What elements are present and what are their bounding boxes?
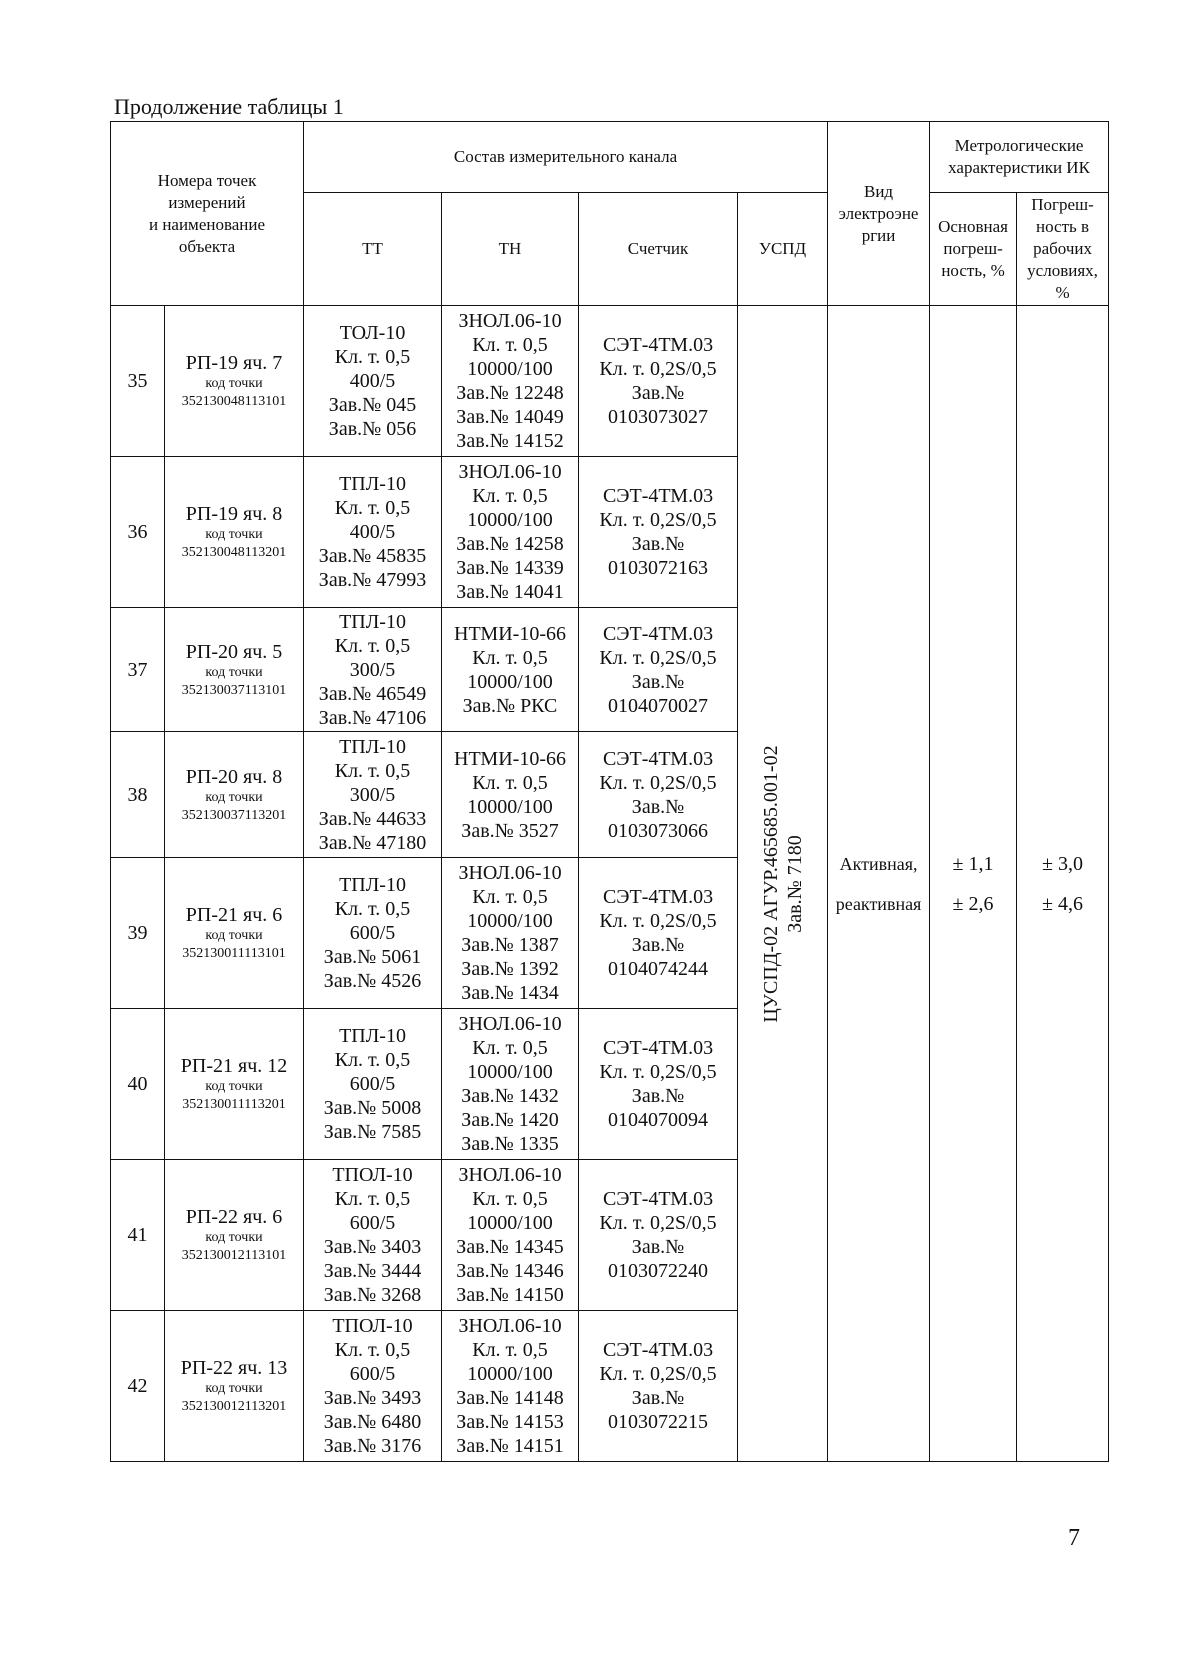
tn-cell <box>442 457 579 608</box>
tt-line: Зав.№ 47993 <box>318 569 427 591</box>
header-row-1 <box>111 122 1109 193</box>
tn-line: НТМИ-10-66 <box>454 747 566 770</box>
tt-line: ТПЛ-10 <box>339 874 406 896</box>
tt-line: Кл. т. 0,5 <box>334 1339 411 1361</box>
uspd-cell <box>738 306 828 1462</box>
tn-line: Кл. т. 0,5 <box>472 886 548 908</box>
header-basic-line: ность, % <box>941 261 1005 280</box>
point-name: РП-19 яч. 7 <box>185 352 283 374</box>
point-code: 352130037113201 <box>181 807 287 823</box>
point-name-cell <box>165 1009 304 1160</box>
tt-line: ТПЛ-10 <box>339 473 406 495</box>
meter-line: СЭТ-4ТМ.03 <box>602 622 714 645</box>
meter-line: Зав.№ <box>631 670 685 693</box>
point-name-cell <box>165 858 304 1009</box>
header-working-line: Погреш- <box>1031 195 1094 214</box>
tn-cell <box>442 1311 579 1462</box>
tn-line: Зав.№ 1392 <box>461 958 559 980</box>
meter-line: Зав.№ <box>631 1236 685 1258</box>
tn-line: Зав.№ 14258 <box>456 533 564 555</box>
meter-line: Зав.№ <box>631 795 685 818</box>
tt-line: ТПЛ-10 <box>339 1025 406 1047</box>
point-name-cell <box>165 732 304 858</box>
point-name: РП-21 яч. 12 <box>180 1055 288 1077</box>
tn-line: Зав.№ 12248 <box>456 382 564 404</box>
working-error-active: ± 3,0 <box>1042 852 1084 875</box>
header-channel: Состав измерительного канала <box>304 122 828 193</box>
tt-line: Зав.№ 3403 <box>323 1236 422 1258</box>
header-points-line: Номера точек <box>157 170 257 190</box>
meter-cell <box>579 1160 738 1311</box>
point-code-label: код точки <box>205 664 263 680</box>
meter-line: 0103073027 <box>608 406 709 428</box>
tt-line: ТПОЛ-10 <box>332 1164 413 1186</box>
tt-line: 400/5 <box>349 521 396 543</box>
meter-cell <box>579 732 738 858</box>
header-uspd: УСПД <box>738 193 828 306</box>
meter-line: 0103072240 <box>608 1260 709 1282</box>
point-number: 41 <box>111 1160 165 1311</box>
tn-line: ЗНОЛ.06-10 <box>458 1013 562 1035</box>
tn-cell <box>442 1160 579 1311</box>
tt-cell <box>304 1160 442 1311</box>
tt-line: Кл. т. 0,5 <box>334 497 411 519</box>
header-points-line: объекта <box>178 236 236 256</box>
tt-line: Зав.№ 44633 <box>318 807 427 830</box>
tn-line: ЗНОЛ.06-10 <box>458 1315 562 1337</box>
tn-line: ЗНОЛ.06-10 <box>458 461 562 483</box>
tt-line: Зав.№ 6480 <box>323 1411 422 1433</box>
meter-line: СЭТ-4ТМ.03 <box>602 485 714 507</box>
point-code-label: код точки <box>205 1230 263 1245</box>
point-name-cell <box>165 1311 304 1462</box>
meter-line: СЭТ-4ТМ.03 <box>602 747 714 770</box>
tt-cell <box>304 858 442 1009</box>
point-code: 352130011113101 <box>182 946 286 961</box>
point-number: 40 <box>111 1009 165 1160</box>
meter-cell <box>579 457 738 608</box>
basic-error-reactive: ± 2,6 <box>952 892 994 915</box>
tt-line: Кл. т. 0,5 <box>334 634 411 657</box>
header-energy-line: ргии <box>861 225 896 245</box>
tt-line: 300/5 <box>349 658 396 681</box>
meter-line: СЭТ-4ТМ.03 <box>602 886 714 908</box>
tt-line: 300/5 <box>349 783 396 806</box>
header-energy-line: электроэне <box>838 203 919 223</box>
tn-line: ЗНОЛ.06-10 <box>458 310 562 332</box>
tt-line: Зав.№ 45835 <box>318 545 427 567</box>
meter-cell <box>579 858 738 1009</box>
tt-line: Зав.№ 7585 <box>323 1121 422 1143</box>
tn-line: Зав.№ 14151 <box>456 1435 564 1457</box>
tn-line: ЗНОЛ.06-10 <box>458 1164 562 1186</box>
energy-type-reactive: реактивная <box>835 893 922 914</box>
working-error-cell <box>1017 306 1109 1462</box>
meter-line: Кл. т. 0,2S/0,5 <box>599 910 717 932</box>
meter-line: Кл. т. 0,2S/0,5 <box>599 1363 717 1385</box>
point-code-label: код точки <box>205 928 263 943</box>
point-code: 352130011113201 <box>182 1097 286 1112</box>
meter-line: 0103072163 <box>608 557 709 579</box>
point-name: РП-21 яч. 6 <box>185 904 283 926</box>
meter-line: Кл. т. 0,2S/0,5 <box>599 1212 717 1234</box>
measurement-channels-table <box>110 121 1109 1462</box>
point-code-label: код точки <box>205 789 263 805</box>
tn-line: Зав.№ 1335 <box>461 1133 559 1155</box>
tn-line: Зав.№ 14345 <box>456 1236 564 1258</box>
point-name-cell <box>165 608 304 732</box>
meter-cell <box>579 306 738 457</box>
tt-line: Зав.№ 3444 <box>323 1260 422 1282</box>
tt-line: 400/5 <box>349 370 396 392</box>
tt-line: ТПОЛ-10 <box>332 1315 413 1337</box>
meter-line: 0104070094 <box>608 1109 709 1131</box>
header-basic-line: Основная <box>938 217 1008 236</box>
header-meter: Счетчик <box>579 193 738 306</box>
point-code: 352130048113101 <box>181 394 287 409</box>
meter-line: Кл. т. 0,2S/0,5 <box>599 358 717 380</box>
header-metro <box>930 122 1109 193</box>
tn-line: Зав.№ 1434 <box>461 982 559 1004</box>
meter-line: Зав.№ <box>631 382 685 404</box>
meter-line: 0104074244 <box>608 958 709 980</box>
header-basic-line: погреш- <box>943 239 1003 258</box>
tt-line: Зав.№ 5008 <box>323 1097 422 1119</box>
tt-line: Кл. т. 0,5 <box>334 346 411 368</box>
tt-cell <box>304 457 442 608</box>
point-code-label: код точки <box>205 1381 263 1396</box>
tn-cell <box>442 732 579 858</box>
basic-error-active: ± 1,1 <box>952 852 994 875</box>
meter-line: 0103072215 <box>608 1411 709 1433</box>
tn-line: 10000/100 <box>467 910 553 932</box>
point-name: РП-22 яч. 13 <box>180 1357 288 1379</box>
meter-line: Кл. т. 0,2S/0,5 <box>599 509 717 531</box>
table-row <box>111 306 1109 457</box>
tn-line: Зав.№ 14041 <box>456 581 564 603</box>
tn-cell <box>442 858 579 1009</box>
tt-line: 600/5 <box>349 922 396 944</box>
tt-cell <box>304 306 442 457</box>
tn-line: Кл. т. 0,5 <box>472 1188 548 1210</box>
tt-line: Зав.№ 5061 <box>323 946 422 968</box>
point-code-label: код точки <box>205 376 263 391</box>
tt-line: Кл. т. 0,5 <box>334 898 411 920</box>
tn-line: Зав.№ 14346 <box>456 1260 564 1282</box>
point-code-label: код точки <box>205 527 263 542</box>
tn-line: Зав.№ 14153 <box>456 1411 564 1433</box>
header-energy <box>828 122 930 306</box>
tn-line: Зав.№ 3527 <box>461 819 559 842</box>
table-caption: Продолжение таблицы 1 <box>114 94 344 119</box>
tt-line: ТПЛ-10 <box>339 610 406 633</box>
tn-line: Кл. т. 0,5 <box>472 646 548 669</box>
meter-cell <box>579 1311 738 1462</box>
tn-line: Кл. т. 0,5 <box>472 771 548 794</box>
basic-error-cell <box>930 306 1017 1462</box>
header-working-error <box>1017 193 1109 306</box>
point-name-cell <box>165 306 304 457</box>
meter-line: Кл. т. 0,2S/0,5 <box>599 771 717 794</box>
meter-line: СЭТ-4ТМ.03 <box>602 1339 714 1361</box>
meter-line: СЭТ-4ТМ.03 <box>602 1037 714 1059</box>
tt-cell <box>304 1009 442 1160</box>
point-code: 352130012113201 <box>181 1399 287 1414</box>
tn-line: Зав.№ 14150 <box>456 1284 564 1306</box>
working-error-reactive: ± 4,6 <box>1042 892 1084 915</box>
tt-line: Зав.№ 4526 <box>323 970 422 992</box>
tn-line: Кл. т. 0,5 <box>472 1037 548 1059</box>
point-number: 38 <box>111 732 165 858</box>
tt-line: Кл. т. 0,5 <box>334 1188 411 1210</box>
tn-cell <box>442 608 579 732</box>
point-name-cell <box>165 1160 304 1311</box>
tn-line: 10000/100 <box>467 1363 553 1385</box>
tt-line: 600/5 <box>349 1363 396 1385</box>
tt-line: Зав.№ 045 <box>328 394 417 416</box>
tn-line: 10000/100 <box>467 1061 553 1083</box>
point-name: РП-20 яч. 5 <box>185 640 283 663</box>
tn-line: НТМИ-10-66 <box>454 622 566 645</box>
point-number: 39 <box>111 858 165 1009</box>
uspd-serial: Зав.№ 7180 <box>783 834 806 933</box>
tn-line: Зав.№ 14148 <box>456 1387 564 1409</box>
meter-line: Кл. т. 0,2S/0,5 <box>599 646 717 669</box>
tt-line: Зав.№ 056 <box>328 418 417 440</box>
header-points-line: и наименование <box>148 214 266 234</box>
meter-line: Зав.№ <box>631 1387 685 1409</box>
tt-line: Зав.№ 47106 <box>318 706 427 729</box>
page-number: 7 <box>1068 1525 1080 1551</box>
meter-line: СЭТ-4ТМ.03 <box>602 1188 714 1210</box>
tt-line: Зав.№ 3176 <box>323 1435 422 1457</box>
tt-line: Кл. т. 0,5 <box>334 759 411 782</box>
tn-line: Зав.№ 1420 <box>461 1109 559 1131</box>
header-tn: ТН <box>442 193 579 306</box>
tt-line: Зав.№ 3493 <box>323 1387 422 1409</box>
tt-line: Зав.№ 47180 <box>318 831 427 854</box>
tn-line: 10000/100 <box>467 509 553 531</box>
tt-line: Зав.№ 3268 <box>323 1284 422 1306</box>
tn-cell <box>442 306 579 457</box>
tn-line: Зав.№ 1387 <box>461 934 559 956</box>
meter-line: 0103073066 <box>608 819 709 842</box>
tt-cell <box>304 732 442 858</box>
point-number: 35 <box>111 306 165 457</box>
tn-line: Кл. т. 0,5 <box>472 1339 548 1361</box>
tn-line: Зав.№ 1432 <box>461 1085 559 1107</box>
point-name: РП-19 яч. 8 <box>185 503 283 525</box>
header-tt: ТТ <box>304 193 442 306</box>
header-metro-line: Метрологические <box>954 136 1084 155</box>
point-number: 42 <box>111 1311 165 1462</box>
uspd-name: ЦУСПД-02 АГУР.465685.001-02 <box>759 744 782 1023</box>
meter-cell <box>579 608 738 732</box>
tt-line: ТПЛ-10 <box>339 735 406 758</box>
header-points-line: измерений <box>168 192 246 212</box>
point-name-cell <box>165 457 304 608</box>
tn-line: ЗНОЛ.06-10 <box>458 862 562 884</box>
header-energy-line: Вид <box>864 181 894 201</box>
tn-line: 10000/100 <box>467 358 553 380</box>
point-number: 37 <box>111 608 165 732</box>
header-working-line: ность в <box>1036 217 1090 236</box>
tn-line: Зав.№ 14049 <box>456 406 564 428</box>
meter-line: Зав.№ <box>631 934 685 956</box>
header-metro-line: характеристики ИК <box>948 158 1090 177</box>
tn-line: 10000/100 <box>467 670 553 693</box>
tn-line: Кл. т. 0,5 <box>472 334 548 356</box>
energy-type-cell <box>828 306 930 1462</box>
tn-line: Кл. т. 0,5 <box>472 485 548 507</box>
tt-cell <box>304 608 442 732</box>
table-body <box>111 306 1109 1462</box>
meter-line: Зав.№ <box>631 533 685 555</box>
tn-line: Зав.№ 14152 <box>456 430 564 452</box>
point-name: РП-20 яч. 8 <box>185 765 283 788</box>
meter-line: 0104070027 <box>608 694 709 717</box>
tt-line: 600/5 <box>349 1073 396 1095</box>
point-code: 352130048113201 <box>181 545 287 560</box>
tn-line: 10000/100 <box>467 1212 553 1234</box>
point-number: 36 <box>111 457 165 608</box>
tt-line: ТОЛ-10 <box>339 322 406 344</box>
header-points <box>111 122 304 306</box>
uspd-rotated <box>759 745 807 1022</box>
tn-line: 10000/100 <box>467 795 553 818</box>
tt-line: Зав.№ 46549 <box>318 682 427 705</box>
tt-line: Кл. т. 0,5 <box>334 1049 411 1071</box>
header-basic-error <box>930 193 1017 306</box>
point-name: РП-22 яч. 6 <box>185 1206 283 1228</box>
meter-cell <box>579 1009 738 1160</box>
tn-cell <box>442 1009 579 1160</box>
meter-line: СЭТ-4ТМ.03 <box>602 334 714 356</box>
tn-line: Зав.№ 14339 <box>456 557 564 579</box>
header-working-line: % <box>1055 283 1070 302</box>
meter-line: Кл. т. 0,2S/0,5 <box>599 1061 717 1083</box>
meter-line: Зав.№ <box>631 1085 685 1107</box>
header-working-line: рабочих <box>1033 239 1092 258</box>
tt-line: 600/5 <box>349 1212 396 1234</box>
energy-type-active: Активная, <box>839 853 918 874</box>
point-code: 352130012113101 <box>181 1248 287 1263</box>
tt-cell <box>304 1311 442 1462</box>
tn-line: Зав.№ РКС <box>462 694 558 717</box>
point-code: 352130037113101 <box>181 682 287 698</box>
point-code-label: код точки <box>205 1079 263 1094</box>
header-working-line: условиях, <box>1027 261 1098 280</box>
